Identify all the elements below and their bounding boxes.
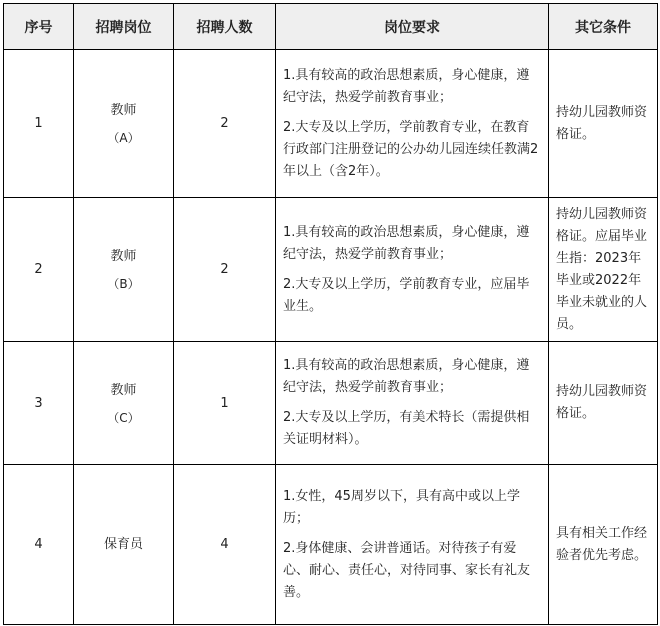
requirement-2: 2.大专及以上学历，学前教育专业，应届毕业生。 xyxy=(283,276,530,314)
row-count: 2 xyxy=(174,198,276,342)
table-row xyxy=(4,465,658,625)
row-count: 1 xyxy=(174,342,276,465)
row-requirements xyxy=(276,50,549,198)
header-count: 招聘人数 xyxy=(174,4,276,50)
requirement-2: 2.身体健康、会讲普通话。对待孩子有爱心、耐心、责任心，对待同事、家长有礼友善。 xyxy=(283,540,531,600)
header-position: 招聘岗位 xyxy=(74,4,174,50)
row-no: 2 xyxy=(4,198,74,342)
row-other: 具有相关工作经验者优先考虑。 xyxy=(549,465,658,625)
position-label: 教师 xyxy=(110,249,137,264)
row-requirements xyxy=(276,342,549,465)
row-requirements xyxy=(276,198,549,342)
row-position xyxy=(74,50,174,198)
row-other: 持幼儿园教师资格证。 xyxy=(549,342,658,465)
row-no: 3 xyxy=(4,342,74,465)
row-no: 4 xyxy=(4,465,74,625)
row-other: 持幼儿园教师资格证。 xyxy=(549,50,658,198)
row-no: 1 xyxy=(4,50,74,198)
requirement-1: 1.女性，45周岁以下，具有高中或以上学历； xyxy=(283,488,520,526)
row-count: 4 xyxy=(174,465,276,625)
header-row xyxy=(4,4,658,50)
row-other: 持幼儿园教师资格证。应届毕业生指：2023年毕业或2022年毕业未就业的人员。 xyxy=(549,198,658,342)
requirement-1: 1.具有较高的政治思想素质，身心健康，遵纪守法，热爱学前教育事业； xyxy=(283,358,530,395)
position-label: 教师 xyxy=(110,382,137,398)
table-row xyxy=(4,50,658,198)
header-requirements: 岗位要求 xyxy=(276,4,549,50)
row-count: 2 xyxy=(174,50,276,198)
position-label: 保育员 xyxy=(103,536,143,552)
table-row xyxy=(4,198,658,342)
requirement-2: 2.大专及以上学历，学前教育专业，在教育行政部门注册登记的公办幼儿园连续任教满2年以上（含2年）。 xyxy=(283,119,539,179)
header-other: 其它条件 xyxy=(549,4,658,50)
requirement-1: 1.具有较高的政治思想素质，身心健康，遵纪守法，热爱学前教育事业； xyxy=(283,224,530,262)
recruitment-table xyxy=(3,3,658,625)
position-sub: （B） xyxy=(107,277,140,291)
row-position xyxy=(74,342,174,465)
row-position xyxy=(74,198,174,342)
requirement-1: 1.具有较高的政治思想素质，身心健康，遵纪守法，热爱学前教育事业； xyxy=(283,67,530,105)
requirement-2: 2.大专及以上学历，有美术特长（需提供相关证明材料）。 xyxy=(283,410,530,447)
row-position xyxy=(74,465,174,625)
row-requirements xyxy=(276,465,549,625)
position-sub: （A） xyxy=(107,131,140,145)
header-no: 序号 xyxy=(4,4,74,50)
table-row xyxy=(4,342,658,465)
position-sub: （C） xyxy=(107,410,140,425)
position-label: 教师 xyxy=(110,103,137,118)
